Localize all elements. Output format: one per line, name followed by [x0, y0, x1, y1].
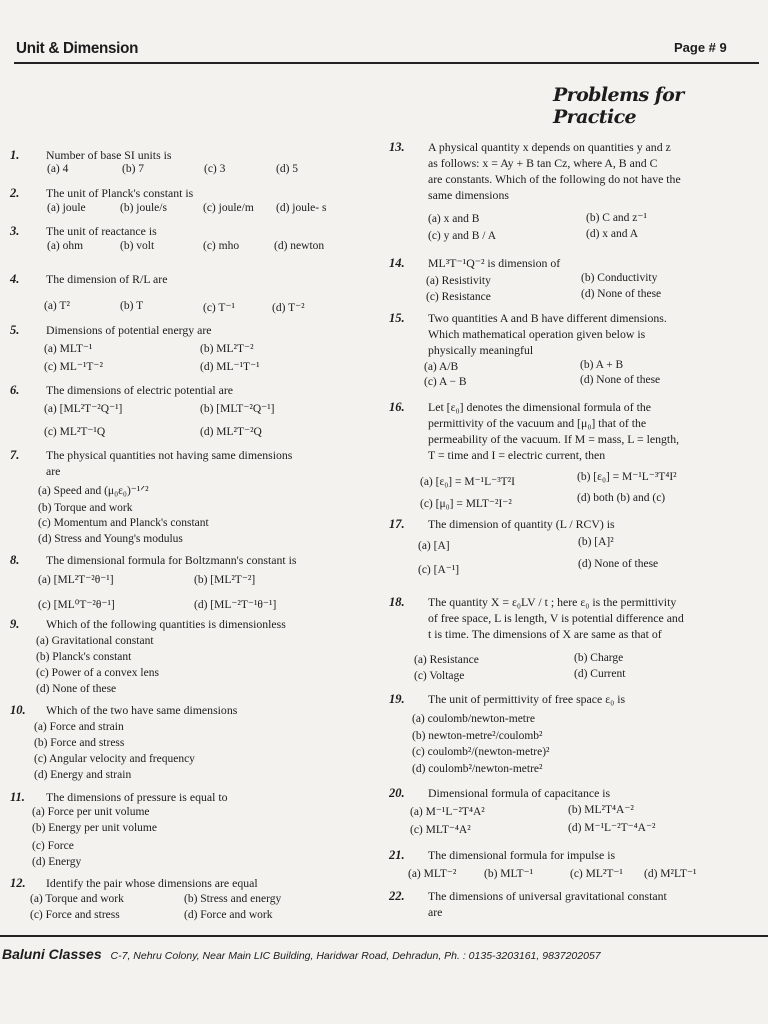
question-number: 11.	[10, 790, 25, 804]
question-text: of free space, L is length, V is potential difference and	[428, 611, 684, 625]
answer-option: (c) T⁻¹	[203, 302, 235, 314]
question-number: 1.	[10, 148, 20, 162]
footer-brand: Baluni Classes	[2, 946, 102, 962]
question-text: same dimensions	[428, 188, 509, 202]
question-text: The unit of Planck's constant is	[46, 186, 194, 200]
question-text: Let [ε₀] denotes the dimensional formula of the	[428, 400, 651, 414]
answer-option: (a) Force and strain	[34, 721, 124, 733]
footer-address: C-7, Nehru Colony, Near Main LIC Building, Haridwar Road, Dehradun, Ph. : 0135-3203161, 9837202057	[110, 950, 601, 962]
question-text: Identify the pair whose dimensions are equal	[46, 876, 258, 890]
answer-option: (d) None of these	[578, 558, 659, 570]
answer-option: (a) A/B	[424, 361, 459, 373]
question-number: 3.	[10, 224, 20, 238]
question-number: 14.	[389, 256, 405, 270]
question-text: The unit of permittivity of free space ε₀ is	[428, 692, 626, 706]
answer-option: (c) ML⁻¹T⁻²	[44, 361, 103, 373]
question-text: The dimension of R/L are	[46, 272, 168, 286]
answer-option: (b) Conductivity	[581, 272, 658, 284]
question-text: The quantity X = ε₀LV / t ; here ε₀ is the permittivity	[428, 595, 677, 609]
question-number: 18.	[389, 595, 405, 609]
question-text: A physical quantity x depends on quantities y and z	[428, 140, 671, 154]
answer-option: (c) Resistance	[426, 291, 491, 303]
answer-option: (a) x and B	[428, 213, 480, 225]
answer-option: (c) 3	[204, 163, 226, 175]
answer-option: (d) M²LT⁻¹	[644, 868, 697, 880]
answer-option: (b) volt	[120, 240, 155, 252]
answer-option: (b) Stress and energy	[184, 893, 282, 905]
answer-option: (d) None of these	[36, 683, 117, 695]
answer-option: (c) A − B	[424, 376, 467, 388]
question-number: 4.	[10, 272, 20, 286]
answer-option: (a) 4	[47, 163, 69, 175]
answer-option: (b) T	[120, 300, 144, 312]
question-text: permittivity of the vacuum and [μ₀] that of the	[428, 416, 647, 430]
answer-option: (d) newton	[274, 240, 325, 252]
question-number: 19.	[389, 692, 405, 706]
answer-option: (c) MLT⁻⁴A²	[410, 824, 471, 836]
question-number: 12.	[10, 876, 26, 890]
answer-option: (d) ML⁻¹T⁻¹	[200, 361, 260, 373]
header-rule	[14, 62, 759, 64]
answer-option: (a) MLT⁻²	[408, 868, 457, 880]
question-text: as follows: x = Ay + B tan Cz, where A, B and C	[428, 156, 658, 170]
question-text: The unit of reactance is	[46, 224, 157, 238]
answer-option: (b) [MLT⁻²Q⁻¹]	[200, 403, 275, 415]
question-number: 13.	[389, 140, 405, 154]
answer-option: (b) Charge	[574, 652, 624, 664]
question-text: Number of base SI units is	[46, 148, 172, 162]
answer-option: (d) None of these	[581, 288, 662, 300]
page-number: Page # 9	[674, 40, 727, 55]
question-number: 21.	[389, 848, 405, 862]
question-number: 20.	[389, 786, 405, 800]
question-text: t is time. The dimensions of X are same as that of	[428, 627, 662, 641]
footer	[2, 946, 601, 962]
question-text: Dimensions of potential energy are	[46, 323, 212, 337]
question-number: 17.	[389, 517, 405, 531]
question-number: 7.	[10, 448, 20, 462]
question-number: 10.	[10, 703, 26, 717]
question-text: The dimensions of universal gravitational constant	[428, 889, 667, 903]
answer-option: (a) coulomb/newton-metre	[412, 713, 535, 725]
answer-option: (b) ML²T⁻²	[200, 343, 254, 355]
answer-option: (a) T²	[44, 300, 70, 312]
answer-option: (c) y and B / A	[428, 230, 497, 242]
question-text: Two quantities A and B have different dimensions.	[428, 311, 667, 325]
answer-option: (b) [ML²T⁻²]	[194, 574, 256, 586]
answer-option: (c) Angular velocity and frequency	[34, 753, 195, 765]
answer-option: (d) 5	[276, 163, 299, 175]
question-number: 9.	[10, 617, 20, 631]
answer-option: (a) [A]	[418, 540, 450, 552]
question-text: The dimensional formula for Boltzmann's constant is	[46, 553, 297, 567]
answer-option: (c) Power of a convex lens	[36, 667, 159, 679]
answer-option: (c) Force and stress	[30, 909, 120, 921]
answer-option: (c) ML²T⁻¹	[570, 868, 623, 880]
question-text: Which of the following quantities is dimensionless	[46, 617, 286, 631]
answer-option: (b) MLT⁻¹	[484, 868, 534, 880]
answer-option: (a) [ML²T⁻²θ⁻¹]	[38, 574, 114, 586]
question-text: Which of the two have same dimensions	[46, 703, 238, 717]
question-text: ML³T⁻¹Q⁻² is dimension of	[428, 256, 561, 270]
question-text: permeability of the vacuum. If M = mass, L = length,	[428, 432, 680, 446]
answer-option: (b) [ε₀] = M⁻¹L⁻³T⁴I²	[577, 471, 677, 483]
answer-option: (c) ML²T⁻¹Q	[44, 426, 106, 438]
answer-option: (c) Force	[32, 840, 74, 852]
answer-option: (c) mho	[203, 240, 240, 252]
answer-option: (c) Voltage	[414, 670, 465, 682]
answer-option: (b) 7	[122, 163, 145, 175]
answer-option: (b) Energy per unit volume	[32, 822, 157, 834]
question-number: 6.	[10, 383, 20, 397]
answer-option: (a) Force per unit volume	[32, 806, 150, 818]
answer-option: (d) Force and work	[184, 909, 273, 921]
question-text: The dimensions of pressure is equal to	[46, 790, 228, 804]
question-text: Dimensional formula of capacitance is	[428, 786, 611, 800]
answer-option: (b) [A]²	[578, 536, 614, 548]
answer-option: (b) joule/s	[120, 202, 167, 214]
question-text: are constants. Which of the following do not have the	[428, 172, 681, 186]
answer-option: (d) T⁻²	[272, 302, 305, 314]
answer-option: (b) newton-metre²/coulomb²	[412, 730, 543, 742]
answer-option: (c) joule/m	[203, 202, 254, 214]
page-header-title: Unit & Dimension	[16, 40, 139, 57]
question-text: The dimensional formula for impulse is	[428, 848, 616, 862]
answer-option: (a) Torque and work	[30, 893, 124, 905]
answer-option: (a) Resistivity	[426, 275, 491, 287]
answer-option: (a) [ε₀] = M⁻¹L⁻³T²I	[420, 476, 515, 488]
answer-option: (a) joule	[47, 202, 86, 214]
question-number: 8.	[10, 553, 20, 567]
answer-option: (d) Current	[574, 668, 626, 680]
answer-option: (d) M⁻¹L⁻²T⁻⁴A⁻²	[568, 822, 656, 834]
question-number: 15.	[389, 311, 405, 325]
section-title: Problems for Practice	[553, 84, 684, 128]
answer-option: (a) Resistance	[414, 654, 479, 666]
answer-option: (c) [ML⁰T⁻²θ⁻¹]	[38, 599, 115, 611]
question-number: 16.	[389, 400, 405, 414]
question-text: are	[46, 464, 61, 478]
question-text: The physical quantities not having same dimensions	[46, 448, 293, 462]
answer-option: (d) [ML⁻²T⁻¹θ⁻¹]	[194, 599, 277, 611]
answer-option: (c) Momentum and Planck's constant	[38, 517, 209, 529]
answer-option: (d) x and A	[586, 228, 639, 240]
answer-option: (a) M⁻¹L⁻²T⁴A²	[410, 806, 485, 818]
answer-option: (d) both (b) and (c)	[577, 492, 666, 504]
answer-option: (a) MLT⁻¹	[44, 343, 93, 355]
answer-option: (a) Gravitational constant	[36, 635, 154, 647]
answer-option: (b) C and z⁻¹	[586, 212, 647, 224]
question-text: are	[428, 905, 443, 919]
answer-option: (b) Torque and work	[38, 502, 133, 514]
question-number: 22.	[389, 889, 405, 903]
question-text: physically meaningful	[428, 343, 534, 357]
answer-option: (d) Energy and strain	[34, 769, 132, 781]
answer-option: (c) coulomb²/(newton-metre)²	[412, 746, 550, 758]
answer-option: (c) [A⁻¹]	[418, 564, 460, 576]
answer-option: (b) ML²T⁴A⁻²	[568, 804, 634, 816]
answer-option: (b) Force and stress	[34, 737, 125, 749]
answer-option: (a) Speed and (μ₀ε₀)⁻¹ᐟ²	[38, 485, 149, 497]
answer-option: (d) coulomb²/newton-metre²	[412, 763, 543, 775]
question-number: 2.	[10, 186, 20, 200]
question-text: The dimension of quantity (L / RCV) is	[428, 517, 615, 531]
question-text: T = time and I = electric current, then	[428, 448, 606, 462]
answer-option: (b) Planck's constant	[36, 651, 132, 663]
footer-rule	[0, 935, 768, 937]
question-text: Which mathematical operation given below is	[428, 327, 646, 341]
answer-option: (a) [ML²T⁻²Q⁻¹]	[44, 403, 123, 415]
question-number: 5.	[10, 323, 20, 337]
answer-option: (b) A + B	[580, 359, 624, 371]
answer-option: (d) None of these	[580, 374, 661, 386]
answer-option: (d) ML²T⁻²Q	[200, 426, 262, 438]
answer-option: (c) [μ₀] = MLT⁻²I⁻²	[420, 498, 512, 510]
question-text: The dimensions of electric potential are	[46, 383, 234, 397]
answer-option: (d) Energy	[32, 856, 82, 868]
answer-option: (d) joule- s	[276, 202, 327, 214]
answer-option: (a) ohm	[47, 240, 84, 252]
answer-option: (d) Stress and Young's modulus	[38, 533, 183, 545]
